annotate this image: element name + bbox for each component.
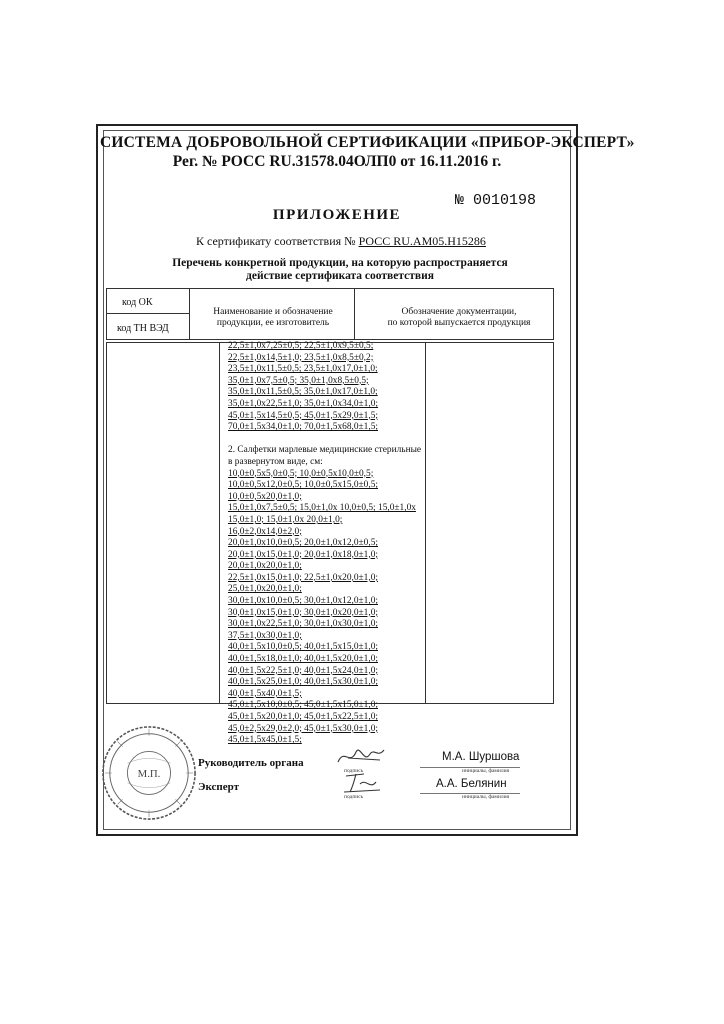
caption-signature: подпись [344, 768, 364, 774]
certificate-number: РОСС RU.АМ05.Н15286 [358, 234, 486, 248]
list-caption [140, 257, 540, 283]
table-header-divider [106, 313, 190, 314]
seal-stamp [100, 724, 198, 822]
section-heading: 2. Салфетки марлевые медицинские стерильные в развернутом виде, см: [228, 445, 422, 467]
list-item: 40,0±1,5х22,5±1,0; 40,0±1,5х24,0±1,0; [228, 665, 379, 676]
list-caption-line1: Перечень конкретной продукции, на которую распространяется [172, 257, 508, 269]
list-item: 20,0±1,0х10,0±0,5; 20,0±1,0х12,0±0,5; [228, 538, 379, 549]
signer-role-head: Руководитель органа [198, 757, 304, 769]
list-item: 22,5±1,0х15,0±1,0; 22,5±1,0х20,0±1,0; [228, 572, 379, 583]
list-item: 40,0±1,5х18,0±1,0; 40,0±1,5х20,0±1,0; [228, 654, 379, 665]
list-item: 45,0±1,5х45,0±1,5; [228, 735, 302, 746]
list-item: 23,5±1,0х11,5±0,5; 23,5±1,0х17,0±1,0; [228, 364, 378, 375]
form-number: № 0010198 [455, 192, 537, 209]
header-documentation-line2: по которой выпускается продукция [387, 318, 531, 328]
system-title: СИСТЕМА ДОБРОВОЛЬНОЙ СЕРТИФИКАЦИИ «ПРИБОР-ЭКСПЕРТ» [100, 134, 635, 151]
list-item: 40,0±1,5х25,0±1,0; 40,0±1,5х30,0±1,0; [228, 677, 379, 688]
signer-role-expert: Эксперт [198, 781, 240, 793]
caption-initials: инициалы, фамилия [462, 794, 510, 800]
certificate-prefix: К сертификату соответствия № [196, 234, 356, 248]
list-item: 70,0±1,5х34,0±1,0; 70,0±1,5х68,0±1,5; [228, 422, 379, 433]
header-product-name [198, 307, 348, 329]
list-item: 30,0±1,0х22,5±1,0; 30,0±1,0х30,0±1,0; [228, 619, 379, 630]
list-item: 37,5±1,0х30,0±1,0; [228, 630, 302, 641]
list-item: 30,0±1,0х10,0±0,5; 30,0±1,0х12,0±1,0; [228, 596, 379, 607]
header-documentation [370, 307, 548, 329]
header-product-name-line2: продукции, ее изготовитель [216, 318, 330, 328]
list-item: 35,0±1,0х7,5±0,5; 35,0±1,0х8,5±0,5; [228, 375, 369, 386]
list-item: 40,0±1,5х40,0±1,5; [228, 688, 302, 699]
list-item: 45,0±1,5х14,5±0,5; 45,0±1,5х29,0±1,5; [228, 410, 379, 421]
signature-head [334, 742, 394, 770]
header-product-name-line1: Наименование и обозначение [213, 307, 333, 317]
list-item: 16,0±2,0х14,0±2,0; [228, 526, 302, 537]
header-kod-ok: код ОК [122, 297, 153, 308]
list-item: 45,0±2,5х29,0±2,0; 45,0±1,5х30,0±1,0; [228, 723, 379, 734]
list-item: 45,0±1,5х10,0±0,5; 45,0±1,5х15,0±1,0; [228, 700, 379, 711]
table-header-divider [354, 288, 355, 340]
list-item: 35,0±1,0х11,5±0,5; 35,0±1,0х17,0±1,0; [228, 387, 378, 398]
list-item: 22,5±1,0х7,25±0,5; 22,5±1,0х9,5±0,5; [228, 341, 374, 351]
list-item: 30,0±1,0х15,0±1,0; 30,0±1,0х20,0±1,0; [228, 607, 379, 618]
registration-line: Рег. № РОСС RU.31578.04ОЛП0 от 16.11.2016 г. [172, 153, 502, 170]
list-item: 45,0±1,5х20,0±1,0; 45,0±1,5х22,5±1,0; [228, 712, 379, 722]
list-item: 15,0±1,0; 15,0±1,0х 20,0±1,0; [228, 514, 343, 525]
header-kod-tn: код ТН ВЭД [117, 323, 169, 334]
caption-signature: подпись [344, 794, 364, 800]
document-title: ПРИЛОЖЕНИЕ [272, 207, 402, 223]
list-item: 10,0±0,5х12,0±0,5; 10,0±0,5х15,0±0,5; [228, 480, 379, 491]
table-column-divider [425, 342, 426, 704]
stamp-center-text: М.П. [137, 767, 161, 780]
list-caption-line2: действие сертификата соответствия [246, 270, 434, 282]
signer-name-head: М.А. Шуршова [442, 751, 520, 763]
list-item: 40,0±1,5х10,0±0,5; 40,0±1,5х15,0±1,0; [228, 642, 379, 653]
signer-name-expert: А.А. Белянин [436, 778, 507, 790]
list-item: 25,0±1,0х20,0±1,0; [228, 584, 302, 595]
list-item: 15,0±1,0х7,5±0,5; 15,0±1,0х 10,0±0,5; 15,0±1,0х [228, 503, 416, 514]
product-list [228, 341, 424, 747]
list-item: 20,0±1,0х15,0±1,0; 20,0±1,0х18,0±1,0; [228, 549, 379, 560]
list-item: 20,0±1,0х20,0±1,0; [228, 561, 302, 572]
header-documentation-line1: Обозначение документации, [401, 307, 517, 317]
certificate-reference [196, 234, 486, 249]
caption-initials: инициалы, фамилия [462, 768, 510, 774]
list-item: 22,5±1,0х14,5±1,0; 23,5±1,0х8,5±0,2; [228, 352, 374, 363]
list-item: 35,0±1,0х22,5±1,0; 35,0±1,0х34,0±1,0; [228, 398, 379, 409]
list-item: 10,0±0,5х20,0±1,0; [228, 491, 302, 502]
list-item: 10,0±0,5х5,0±0,5; 10,0±0,5х10,0±0,5; [228, 468, 374, 479]
table-column-divider [219, 342, 220, 704]
